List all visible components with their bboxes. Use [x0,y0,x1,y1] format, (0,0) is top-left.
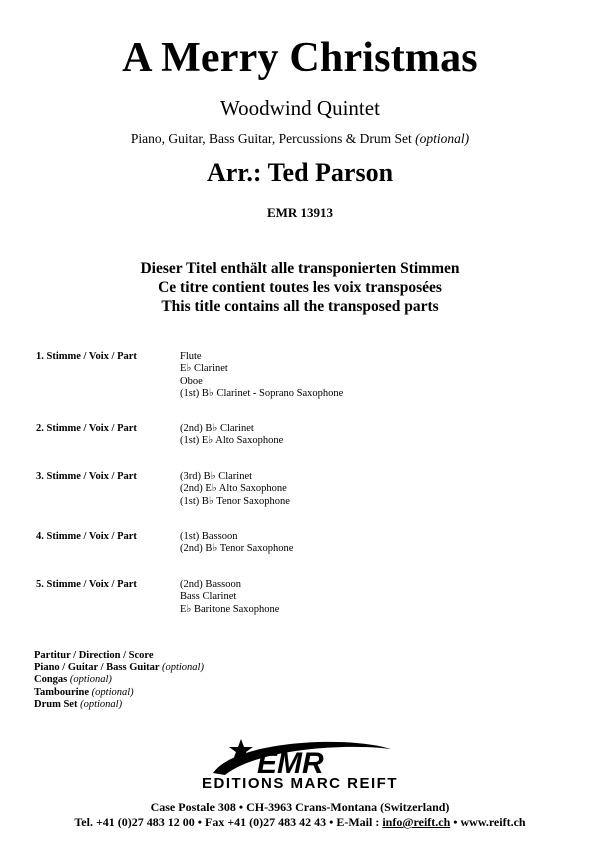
instrument-item: E♭ Baritone Saxophone [180,603,280,615]
part-instruments [180,423,283,448]
catalog-number: EMR 13913 [266,205,334,220]
instrument-item: Oboe [180,375,203,387]
instrument-item: (1st) Bassoon [180,531,238,542]
subtitle: Woodwind Quintet [220,96,380,120]
extra-item [34,699,204,711]
page-title: A Merry Christmas [122,35,478,81]
instrument-item: Bass Clarinet [180,591,237,603]
instrument-item: (1st) B♭ Clarinet - Soprano Saxophone [180,388,344,400]
notice-german: Dieser Titel enthält alle transponierten Stimmen [140,260,460,277]
instrument-item: Flute [180,351,202,362]
extra-optional: (optional) [80,698,123,710]
extra-label: Congas [34,674,68,686]
part-label: 3. Stimme / Voix / Part [36,471,137,482]
extra-item [34,674,204,686]
extra-item [34,687,204,699]
instrument-item: (1st) B♭ Tenor Saxophone [180,495,290,507]
part-label: 1. Stimme / Voix / Part [36,351,137,362]
extras-list [34,650,204,711]
extra-optional: (optional) [91,686,134,698]
contact-prefix: Tel. +41 (0)27 483 12 00 • Fax +41 (0)27 483 42 43 • E-Mail : [74,815,383,829]
instrument-item: E♭ Clarinet [180,363,228,375]
extra-label: Drum Set [34,698,78,710]
part-instruments [180,471,290,508]
part-instruments [180,531,293,556]
logo-text: EMR [257,747,324,780]
extra-item [34,662,204,674]
instrument-item: (3rd) B♭ Clarinet [180,471,253,482]
email-link[interactable]: info@reift.ch [382,815,451,829]
part-instruments [180,351,343,401]
part-label: 2. Stimme / Voix / Part [36,423,137,434]
contact-suffix: • www.reift.ch [450,815,526,829]
instrument-item: (1st) E♭ Alto Saxophone [180,435,284,447]
extra-label: Tambourine [34,686,90,698]
extra-optional: (optional) [69,674,112,686]
publisher-contact [0,815,600,830]
notice-french: Ce titre contient toutes les voix transposées [158,279,442,296]
part-label: 5. Stimme / Voix / Part [36,579,137,590]
extra-label: Piano / Guitar / Bass Guitar [34,662,160,674]
instrumentation-text: Piano, Guitar, Bass Guitar, Percussions & Drum Set [130,131,412,146]
publisher-name: EDITIONS MARC REIFT [202,775,398,792]
part-label: 4. Stimme / Voix / Part [36,531,137,542]
publisher-address: Case Postale 308 • CH-3963 Crans-Montana (Switzerland) [150,800,450,814]
instrument-item: (2nd) Bassoon [180,579,241,590]
extra-item [34,650,204,662]
notice-english: This title contains all the transposed parts [161,298,439,315]
instrument-item: (2nd) E♭ Alto Saxophone [180,483,287,495]
extra-label: Partitur / Direction / Score [34,650,154,661]
instrument-item: (2nd) B♭ Tenor Saxophone [180,543,294,555]
extra-optional: (optional) [161,662,204,674]
part-instruments [180,579,279,616]
instrumentation-line [0,131,600,147]
instrument-item: (2nd) B♭ Clarinet [180,423,254,434]
optional-note: (optional) [415,131,470,146]
arranger: Arr.: Ted Parson [206,158,394,187]
